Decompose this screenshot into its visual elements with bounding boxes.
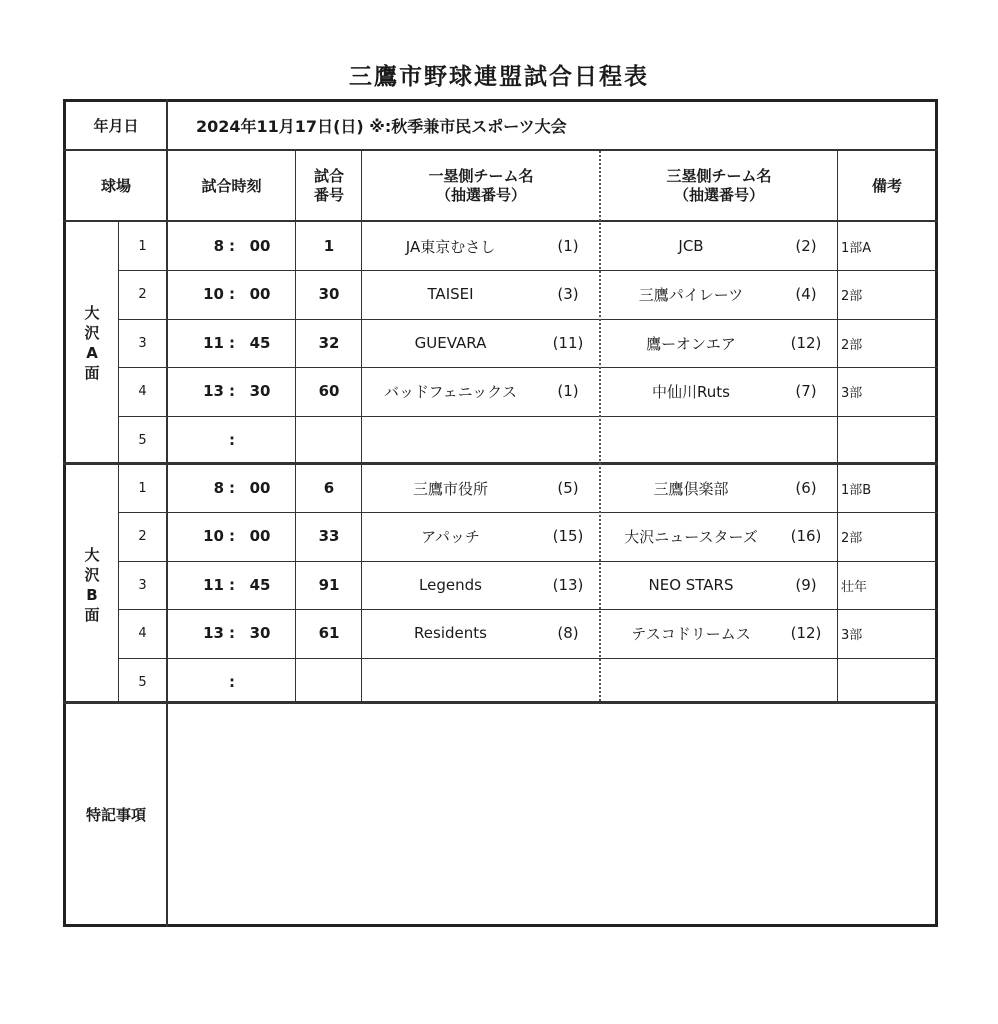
date-label: 年月日 <box>93 117 139 135</box>
page-title: 三鷹市野球連盟試合日程表 <box>349 64 649 90</box>
start-hour: 13 <box>203 624 224 642</box>
remark: 2部 <box>841 530 863 546</box>
slot-number: 2 <box>138 528 147 544</box>
time-separator: : <box>229 237 235 255</box>
match-number: 32 <box>318 334 340 352</box>
slot-number: 4 <box>138 383 147 399</box>
first-base-team: 三鷹市役所 <box>412 479 488 498</box>
third-base-draw: (16) <box>790 527 822 545</box>
third-base-team: 大沢ニュースターズ <box>624 527 758 546</box>
header-match-no <box>297 151 361 220</box>
start-hour: 13 <box>203 382 224 400</box>
first-base-draw: (8) <box>557 624 579 642</box>
start-hour <box>178 658 224 706</box>
first-base-draw: (1) <box>557 237 579 255</box>
first-base-team: バッドフェニックス <box>383 382 518 401</box>
start-hour: 10 <box>203 285 224 303</box>
first-base-team <box>363 658 538 706</box>
third-base-draw: (9) <box>795 576 817 594</box>
grid-line <box>295 151 296 701</box>
first-base-draw: (13) <box>552 576 584 594</box>
date-value: 2024年11月17日(日) ※:秋季兼市民スポーツ大会 <box>196 117 567 136</box>
start-minute: 00 <box>249 479 271 497</box>
header-remarks: 備考 <box>871 177 902 195</box>
start-hour: 11 <box>203 334 224 352</box>
remark <box>841 416 935 464</box>
header-first-base-line1: 一塁側チーム名 <box>428 166 534 185</box>
slot-number: 1 <box>138 480 147 496</box>
time-separator: : <box>229 334 235 352</box>
third-base-team: 鷹ーオンエア <box>646 334 736 353</box>
slot-number: 3 <box>138 577 147 593</box>
time-separator: : <box>229 479 235 497</box>
remark: 1部B <box>841 482 872 498</box>
match-number: 33 <box>318 527 340 545</box>
first-base-draw <box>538 658 598 706</box>
grid-line <box>837 151 838 701</box>
first-base-team <box>363 416 538 464</box>
remark <box>841 658 935 706</box>
start-minute: 30 <box>249 382 271 400</box>
header-match-no-line2: 番号 <box>313 185 344 204</box>
time-separator: : <box>229 576 235 594</box>
start-hour: 11 <box>203 576 224 594</box>
third-base-team: 三鷹パイレーツ <box>638 285 744 304</box>
first-base-draw: (5) <box>557 479 579 497</box>
third-base-team <box>601 658 781 706</box>
time-separator: : <box>229 285 235 303</box>
first-base-team: JA東京むさし <box>405 237 496 256</box>
slot-number: 5 <box>138 674 147 690</box>
start-hour: 10 <box>203 527 224 545</box>
third-base-draw: (2) <box>795 237 817 255</box>
time-separator: : <box>229 527 235 545</box>
slot-number: 3 <box>138 335 147 351</box>
third-base-draw <box>778 416 834 464</box>
third-base-draw: (12) <box>790 334 822 352</box>
venue-name <box>66 464 118 706</box>
venue-name-char: 沢 <box>84 566 100 584</box>
match-number <box>297 658 361 706</box>
start-minute: 00 <box>249 527 271 545</box>
third-base-draw: (6) <box>795 479 817 497</box>
venue-name <box>66 222 118 464</box>
slot-number: 4 <box>138 625 147 641</box>
start-minute: 00 <box>249 237 271 255</box>
header-match-no-line1: 試合 <box>313 166 344 185</box>
header-third-base <box>601 151 837 220</box>
third-base-team <box>601 416 781 464</box>
remark: 壮年 <box>841 579 868 595</box>
remark: 1部A <box>841 240 872 256</box>
venue-name-char: 大 <box>84 304 100 322</box>
match-number: 61 <box>318 624 340 642</box>
time-separator: : <box>229 624 235 642</box>
remark: 2部 <box>841 288 863 304</box>
time-separator: : <box>229 673 235 691</box>
first-base-draw: (1) <box>557 382 579 400</box>
start-minute: 00 <box>249 285 271 303</box>
first-base-team: TAISEI <box>427 285 474 303</box>
start-minute: 45 <box>249 576 271 594</box>
first-base-draw <box>538 416 598 464</box>
venue-name-char: B <box>86 586 98 604</box>
first-base-draw: (11) <box>552 334 584 352</box>
first-base-team: Legends <box>419 576 482 594</box>
slot-number: 5 <box>138 432 147 448</box>
start-minute <box>240 658 280 706</box>
header-third-base-line2: （抽選番号） <box>673 185 764 204</box>
third-base-draw <box>778 658 834 706</box>
third-base-draw: (7) <box>795 382 817 400</box>
header-first-base-line2: （抽選番号） <box>435 185 526 204</box>
slot-number: 1 <box>138 238 147 254</box>
first-base-draw: (15) <box>552 527 584 545</box>
match-number: 91 <box>318 576 340 594</box>
start-hour: 8 <box>213 479 224 497</box>
third-base-team: JCB <box>678 237 704 255</box>
match-number: 60 <box>318 382 340 400</box>
first-base-draw: (3) <box>557 285 579 303</box>
header-first-base <box>363 151 599 220</box>
start-minute <box>240 416 280 464</box>
venue-name-char: 沢 <box>84 324 100 342</box>
header-third-base-line1: 三塁側チーム名 <box>666 166 772 185</box>
start-hour <box>178 416 224 464</box>
venue-name-char: 面 <box>84 364 100 382</box>
first-base-team: Residents <box>414 624 487 642</box>
match-number: 1 <box>323 237 335 255</box>
third-base-draw: (12) <box>790 624 822 642</box>
match-number <box>297 416 361 464</box>
remark: 3部 <box>841 385 863 401</box>
venue-name-char: A <box>86 344 98 362</box>
grid-line <box>166 99 168 927</box>
grid-line <box>361 151 362 701</box>
notes-content <box>176 710 926 910</box>
match-number: 30 <box>318 285 340 303</box>
third-base-team: 中仙川Ruts <box>652 382 730 401</box>
time-separator: : <box>229 431 235 449</box>
venue-name-char: 大 <box>84 546 100 564</box>
time-separator: : <box>229 382 235 400</box>
remark: 2部 <box>841 337 863 353</box>
match-number: 6 <box>323 479 335 497</box>
start-hour: 8 <box>213 237 224 255</box>
header-field: 球場 <box>100 177 131 195</box>
slot-number: 2 <box>138 286 147 302</box>
start-minute: 30 <box>249 624 271 642</box>
header-time: 試合時刻 <box>201 177 262 195</box>
first-base-team: アパッチ <box>421 527 480 546</box>
venue-name-char: 面 <box>84 606 100 624</box>
third-base-team: 三鷹倶楽部 <box>653 479 729 498</box>
third-base-draw: (4) <box>795 285 817 303</box>
first-base-team: GUEVARA <box>414 334 487 352</box>
start-minute: 45 <box>249 334 271 352</box>
third-base-team: NEO STARS <box>648 576 734 594</box>
third-base-team: テスコドリームス <box>631 624 751 643</box>
remark: 3部 <box>841 627 863 643</box>
notes-label: 特記事項 <box>85 805 146 824</box>
